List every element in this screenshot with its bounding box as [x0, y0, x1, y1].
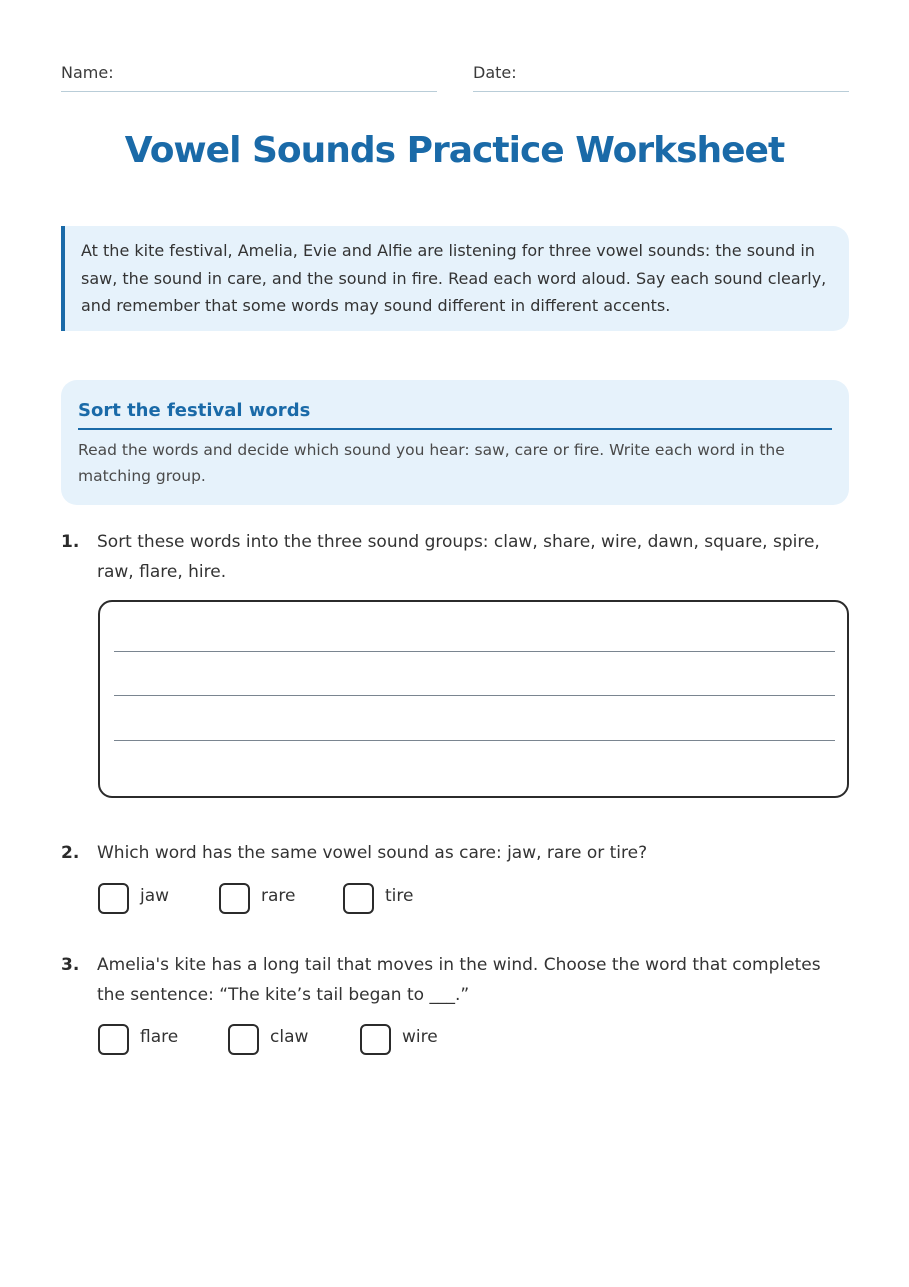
date-field[interactable] [473, 62, 849, 92]
option-label: wire [402, 1027, 438, 1047]
date-label: Date: [473, 63, 517, 82]
checkbox[interactable] [98, 883, 129, 914]
name-field[interactable] [61, 62, 437, 92]
section-title: Sort the festival words [78, 398, 832, 430]
answer-line [114, 651, 835, 652]
checkbox[interactable] [343, 883, 374, 914]
answer-box[interactable] [98, 600, 849, 798]
page-title: Vowel Sounds Practice Worksheet [124, 130, 785, 171]
option-label: jaw [140, 886, 170, 906]
answer-line [114, 695, 835, 696]
question-text: Sort these words into the three sound groups: claw, share, wire, dawn, square, spire, raw, flare, hire. [97, 532, 820, 582]
option-label: claw [270, 1027, 309, 1047]
intro-callout: At the kite festival, Amelia, Evie and Alfie are listening for three vowel sounds: the sound in saw, the sound in care, and the sound in fire. Read each word aloud. Say each sound clearly, and remember that some words may sound different in different accents. [61, 226, 849, 331]
answer-line [114, 740, 835, 741]
question-text: Which word has the same vowel sound as care: jaw, rare or tire? [97, 843, 648, 863]
section-panel [61, 380, 849, 505]
option-label: tire [385, 886, 414, 906]
question-text: Amelia's kite has a long tail that moves in the wind. Choose the word that completes the sentence: “The kite’s tail began to ___.” [97, 955, 821, 1005]
option-label: rare [261, 886, 296, 906]
checkbox[interactable] [228, 1024, 259, 1055]
name-label: Name: [61, 63, 114, 82]
header-fields [61, 62, 849, 92]
checkbox[interactable] [98, 1024, 129, 1055]
question-number: 2. [61, 843, 80, 863]
question-number: 3. [61, 955, 80, 975]
question-number: 1. [61, 532, 80, 552]
option-label: flare [140, 1027, 179, 1047]
checkbox[interactable] [360, 1024, 391, 1055]
section-description: Read the words and decide which sound you hear: saw, care or fire. Write each word in the matching group. [78, 441, 785, 485]
checkbox[interactable] [219, 883, 250, 914]
